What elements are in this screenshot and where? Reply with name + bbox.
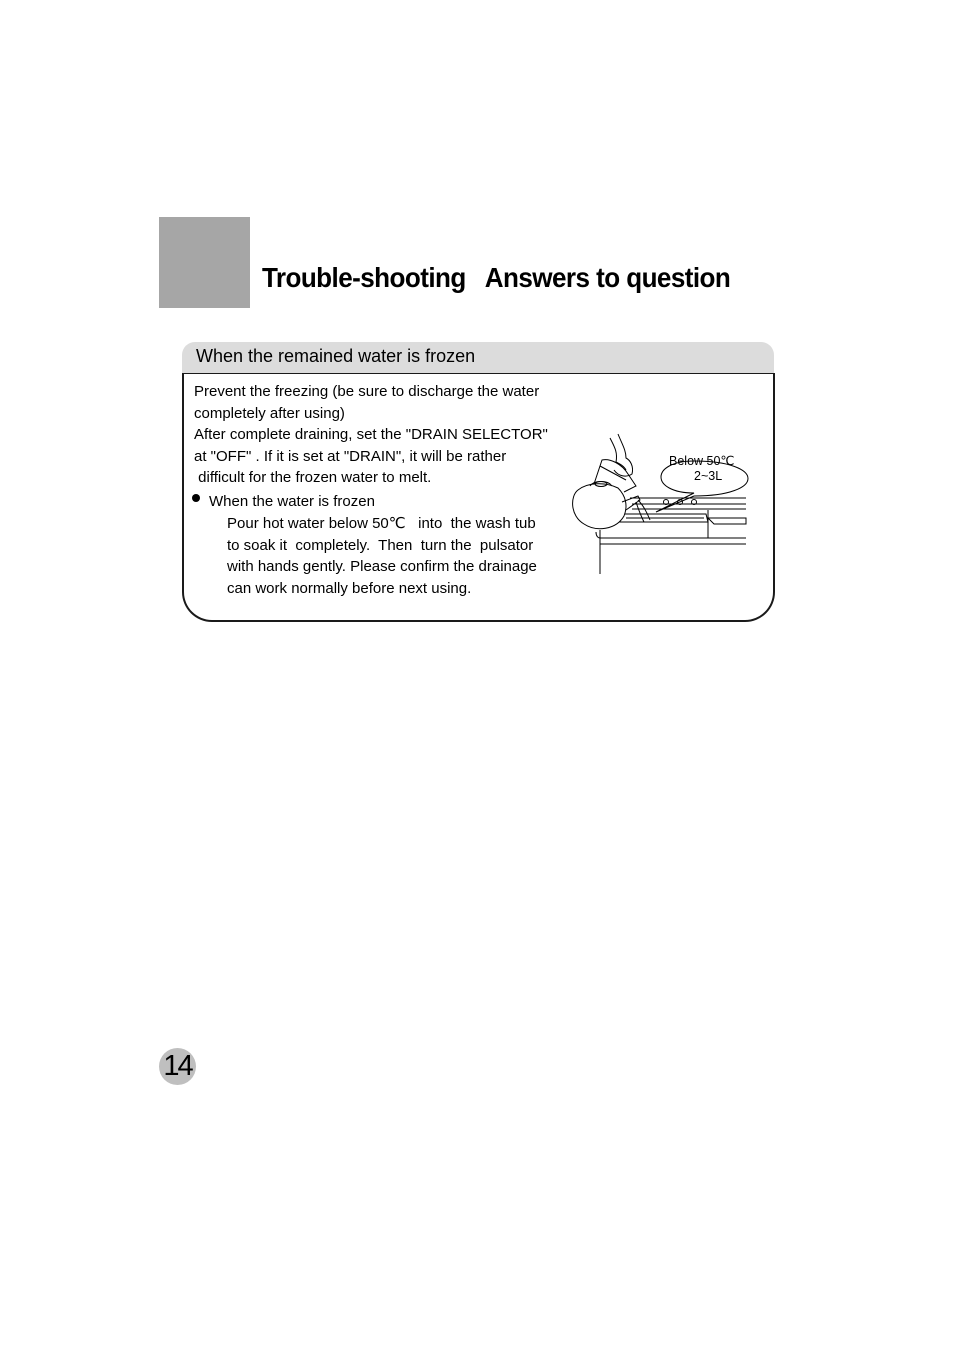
- page-title: Trouble-shooting Answers to question: [262, 262, 731, 293]
- drain-selector-paragraph: After complete draining, set the "DRAIN SELECTOR" at "OFF" . If it is set at "DRAIN", it will be rather difficult for the frozen water to melt.: [194, 426, 548, 486]
- section-marker-block: [159, 217, 250, 308]
- bullet-icon: [192, 494, 200, 502]
- page-number: 14: [163, 1050, 192, 1082]
- section-header: [182, 342, 774, 374]
- hand-icon: [610, 434, 633, 476]
- kettle-icon: [573, 484, 626, 529]
- page-number-badge: [159, 1048, 196, 1085]
- prevent-freezing-paragraph: Prevent the freezing (be sure to discharge the water completely after using): [194, 383, 540, 422]
- bullet-label: When the water is frozen: [209, 493, 375, 510]
- bubble-temperature-label: Below 50℃: [669, 454, 735, 468]
- bubble-volume-label: 2~3L: [694, 469, 723, 483]
- bullet-body: Pour hot water below 50℃ into the wash tub to soak it completely. Then turn the pulsator with hands gently. Please confirm the drainage can work normally before next using.: [227, 515, 537, 597]
- section-heading: When the remained water is frozen: [196, 346, 476, 366]
